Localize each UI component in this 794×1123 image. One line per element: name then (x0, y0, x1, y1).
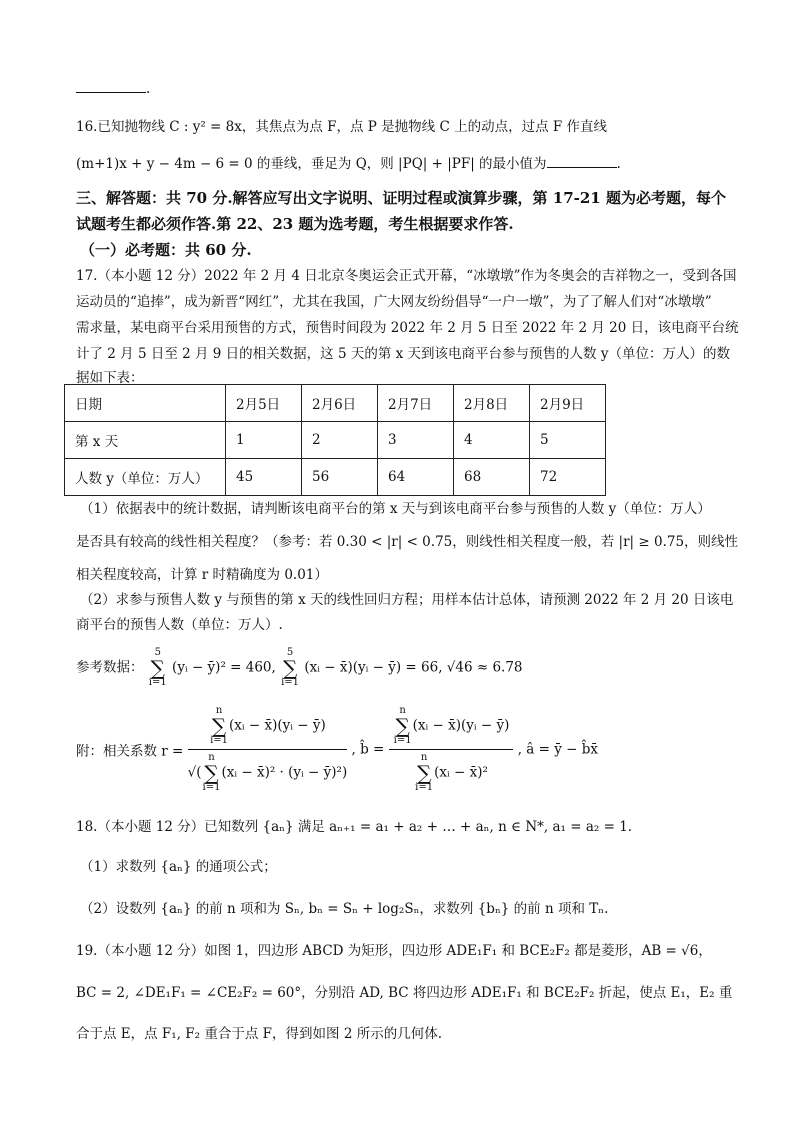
q19-para-1: 19.（本小题 12 分）如图 1，四边形 ABCD 为矩形，四边形 ADE₁F₁ 和 BCE₂F₂ 都是菱形，AB = √6， (76, 943, 712, 959)
q17-data-table (64, 384, 606, 496)
table-cell: 2月5日 (226, 385, 302, 422)
table-cell: 72 (530, 459, 606, 496)
table-cell: 4 (454, 422, 530, 459)
q18-para-1: 18.（本小题 12 分）已知数列 {aₙ} 满足 aₙ₊₁ = a₁ + a₂ + … + aₙ, n ∈ N*, a₁ = a₂ = 1. (76, 819, 633, 835)
sum-symbol: 5 ∑ i=1 (281, 647, 300, 688)
r-fraction: n ∑ i=1(xᵢ − x̄)(yᵢ − ȳ) √(n ∑ i=1(xᵢ − x̄)² · (yᵢ − ȳ)²) (187, 705, 348, 793)
table-row (65, 459, 606, 496)
q19-para-2: BC = 2, ∠DE₁F₁ = ∠CE₂F₂ = 60°，分别沿 AD, BC 将四边形 ADE₁F₁ 和 BCE₂F₂ 折起，使点 E₁，E₂ 重 (76, 985, 733, 1001)
q18-sub1: （1）求数列 {aₙ} 的通项公式； (80, 859, 277, 875)
table-cell: 64 (378, 459, 454, 496)
q17-para-2: 运动员的“追捧”，成为新晋“网红”，尤其在我国，广大网友纷纷倡导“一户一墩”，为了了解人们对“冰墩墩” (76, 294, 712, 310)
q17-reference-data: 参考数据： 5 ∑ i=1 (yᵢ − ȳ)² = 460, 5 ∑ i=1 (xᵢ − x̄)(yᵢ − ȳ) = 66, √46 ≈ 6.78 (76, 647, 523, 688)
q18-sub2: （2）设数列 {aₙ} 的前 n 项和为 Sₙ, bₙ = Sₙ + log₂Sₙ，求数列 {bₙ} 的前 n 项和 Tₙ. (80, 901, 609, 917)
table-cell: 68 (454, 459, 530, 496)
table-cell: 2月7日 (378, 385, 454, 422)
q16-line-1: 16.已知抛物线 C : y² = 8x，其焦点为点 F，点 P 是抛物线 C 上的动点，过点 F 作直线 (76, 119, 608, 135)
table-cell: 人数 y（单位：万人） (65, 459, 226, 496)
table-cell: 45 (226, 459, 302, 496)
table-cell: 第 x 天 (65, 422, 226, 459)
q17-sub1-line-2: 是否具有较高的线性相关程度？（参考：若 0.30 < |r| < 0.75，则线性相关程度一般，若 |r| ≥ 0.75，则线性 (76, 534, 739, 550)
q16-line-2: (m+1)x + y − 4m − 6 = 0 的垂线，垂足为 Q，则 |PQ| + |PF| 的最小值为 . (76, 156, 621, 172)
table-row (65, 422, 606, 459)
answer-blank[interactable] (76, 80, 146, 93)
table-cell: 1 (226, 422, 302, 459)
q17-para-3: 需求量，某电商平台采用预售的方式，预售时间段为 2022 年 2 月 5 日至 2022 年 2 月 20 日，该电商平台统 (76, 320, 739, 336)
table-cell: 3 (378, 422, 454, 459)
q17-sub2-line-2: 商平台的预售人数（单位：万人）. (76, 617, 283, 633)
q17-para-5: 据如下表： (76, 370, 144, 386)
table-cell: 56 (302, 459, 378, 496)
table-cell: 日期 (65, 385, 226, 422)
table-cell: 5 (530, 422, 606, 459)
table-cell: 2月8日 (454, 385, 530, 422)
q16-answer-blank[interactable] (547, 155, 617, 168)
sum-symbol: 5 ∑ i=1 (148, 647, 167, 688)
table-cell: 2 (302, 422, 378, 459)
q17-formula-appendix: 附：相关系数 r = n ∑ i=1(xᵢ − x̄)(yᵢ − ȳ) √(n ∑ i=1(xᵢ − x̄)² · (yᵢ − ȳ)²) , b̂ = n ∑ i=1(xᵢ − x̄)(yᵢ − ȳ) n ∑ i=1(xᵢ − x̄)² , â = ȳ − b̂x̄ (76, 705, 598, 793)
q15-answer-blank-line: . (76, 80, 726, 97)
q16-line-2-text: (m+1)x + y − 4m − 6 = 0 的垂线，垂足为 Q，则 |PQ| + |PF| 的最小值为 (76, 156, 547, 172)
section3-subtitle: （一）必考题：共 60 分. (80, 241, 252, 259)
q17-sub2-line-1: （2）求参与预售人数 y 与预售的第 x 天的线性回归方程；用样本估计总体，请预测 2022 年 2 月 20 日该电 (80, 592, 734, 608)
b-fraction: n ∑ i=1(xᵢ − x̄)(yᵢ − ȳ) n ∑ i=1(xᵢ − x̄)² (389, 706, 514, 793)
q19-para-3: 合于点 E，点 F₁, F₂ 重合于点 F，得到如图 2 所示的几何体. (76, 1026, 442, 1042)
q17-sub1-line-1: （1）依据表中的统计数据，请判断该电商平台的第 x 天与到该电商平台参与预售的人数 y（单位：万人） (80, 501, 711, 517)
q17-sub1-line-3: 相关程度较高，计算 r 时精确度为 0.01） (76, 567, 328, 583)
q17-para-1: 17.（本小题 12 分）2022 年 2 月 4 日北京冬奥运会正式开幕，“冰墩墩”作为冬奥会的吉祥物之一，受到各国 (76, 268, 737, 284)
q17-para-4: 计了 2 月 5 日至 2 月 9 日的相关数据，这 5 天的第 x 天到该电商平台参与预售的人数 y（单位：万人）的数 (76, 346, 730, 362)
table-cell: 2月9日 (530, 385, 606, 422)
table-cell: 2月6日 (302, 385, 378, 422)
section3-title-2: 试题考生都必须作答.第 22、23 题为选考题，考生根据要求作答. (76, 215, 514, 233)
section3-title-1: 三、解答题：共 70 分.解答应写出文字说明、证明过程或演算步骤，第 17-21 题为必考题，每个 (76, 189, 726, 207)
table-row (65, 385, 606, 422)
